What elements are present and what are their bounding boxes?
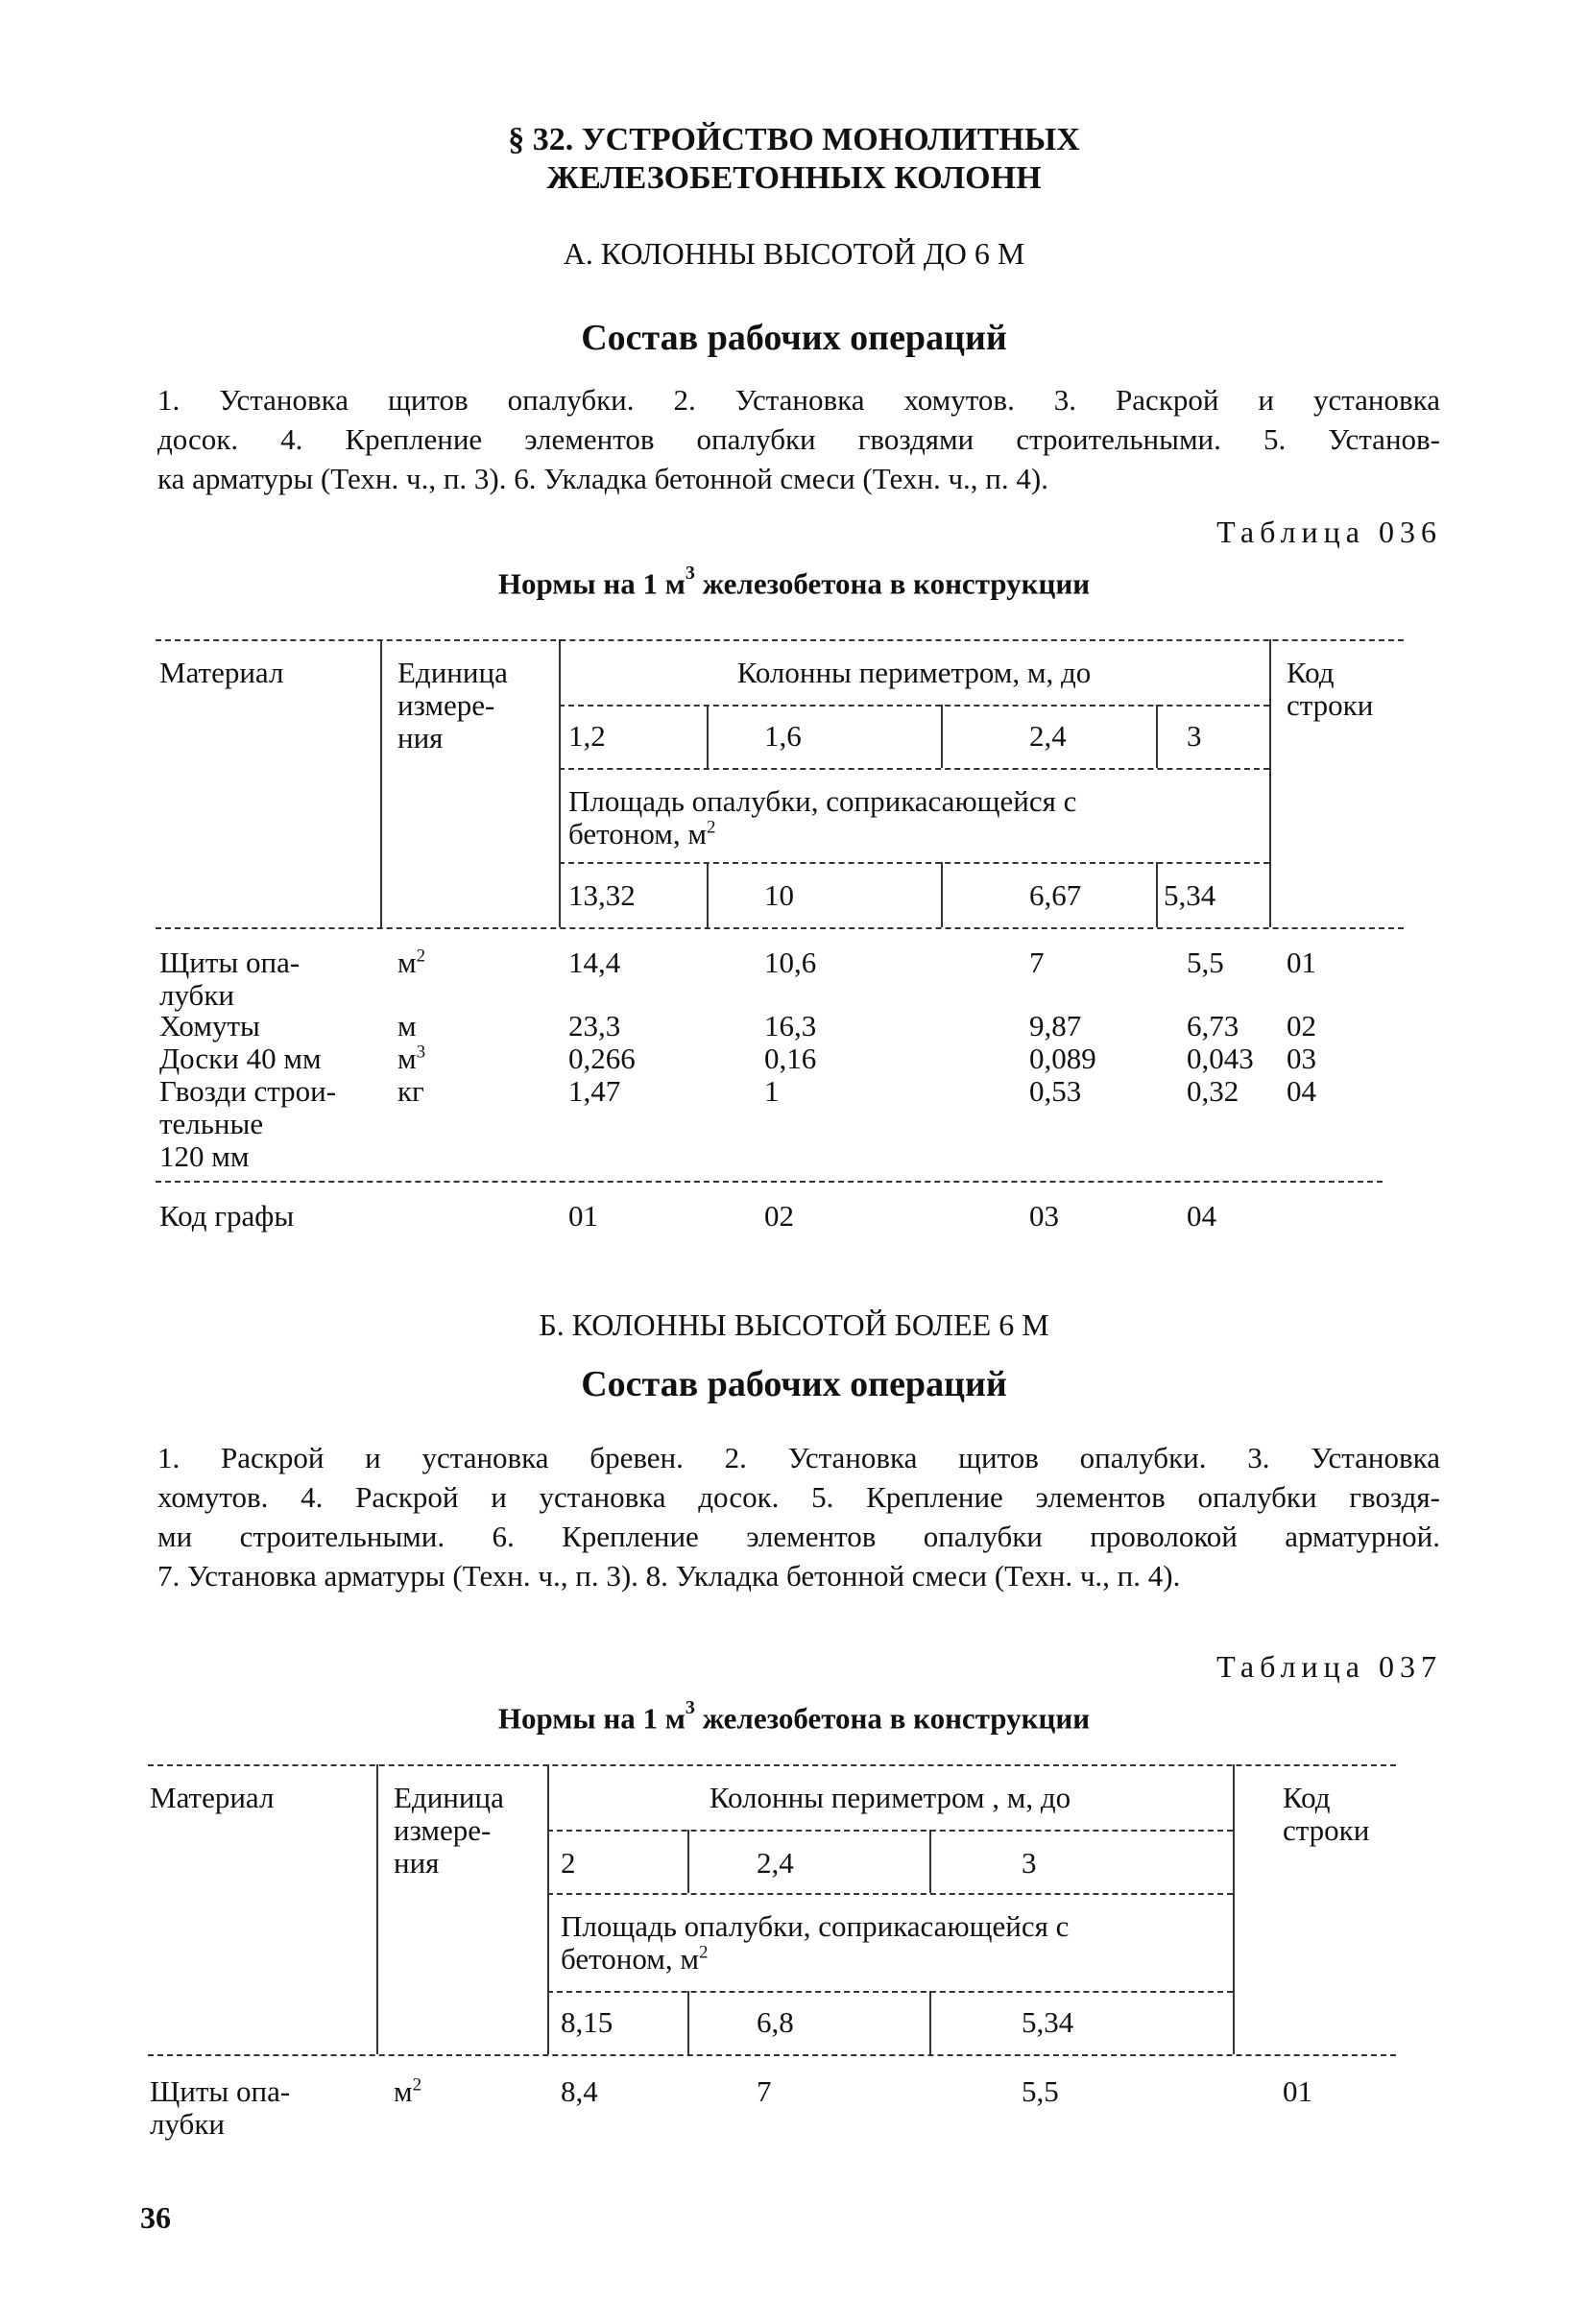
table-cell: 5,5 (1187, 946, 1224, 979)
col-header-unit-line: измере- (397, 688, 495, 722)
table-cell-code: 01 (1287, 946, 1316, 979)
table-cell: 14,4 (568, 946, 621, 979)
table-row-material: Доски 40 мм (159, 1042, 322, 1075)
unit-sup: 2 (416, 946, 426, 967)
table-vline (1156, 705, 1158, 768)
table-row-material: Хомуты (159, 1009, 260, 1042)
table-vline (687, 1991, 689, 2054)
col-header-code-line: строки (1283, 1813, 1370, 1847)
col-header-code-line: Код (1287, 656, 1335, 689)
unit-text: м (397, 946, 417, 979)
section-title (0, 121, 1588, 198)
area-label-line: Площадь опалубки, соприкасающейся с (568, 784, 1077, 818)
area-value: 5,34 (1022, 2005, 1074, 2039)
norms-text-end: железобетона в конструкции (694, 566, 1091, 601)
table-rule (156, 927, 1404, 929)
table-rule (559, 705, 1269, 707)
col-header-material: Материал (150, 1781, 275, 1814)
table-cell: 16,3 (764, 1009, 817, 1042)
unit-text: кг (397, 1074, 424, 1108)
material-line: Щиты опа- (150, 2074, 291, 2108)
area-label-line (561, 1943, 1069, 1976)
table-vline (687, 1830, 689, 1893)
part-b-ops-line: 7. Установка арматуры (Техн. ч., п. 3). 8. Укладка бетонной смеси (Техн. ч., п. 4). (157, 1559, 1181, 1593)
area-value: 13,32 (568, 878, 636, 912)
table-cell: 1 (764, 1074, 780, 1108)
table-rule (156, 1181, 1383, 1183)
section-title-line-1: § 32. УСТРОЙСТВО МОНОЛИТНЫХ (508, 122, 1080, 157)
table-037-label: Таблица 037 (1216, 1649, 1442, 1684)
norms-text-end: железобетона в конструкции (694, 1701, 1091, 1736)
part-b-ops-line: 1. Раскрой и установка бревен. 2. Установка щитов опалубки. 3. Установка (157, 1441, 1440, 1474)
table-cell: 0,16 (764, 1042, 817, 1075)
area-label-line: Площадь опалубки, соприкасающейся с (561, 1909, 1070, 1943)
table-cell: 6,73 (1187, 1009, 1239, 1042)
table-rule (559, 862, 1269, 864)
col-header-material: Материал (159, 656, 284, 689)
col-header-unit-line: ния (394, 1846, 440, 1880)
col-header-perimeter-group: Колонны периметром, м, до (736, 656, 1092, 689)
footer-code: 01 (568, 1199, 598, 1233)
part-b-heading: Б. КОЛОННЫ ВЫСОТОЙ БОЛЕЕ 6 М (539, 1307, 1049, 1342)
material-line: лубки (159, 978, 234, 1012)
material-line: 120 мм (159, 1139, 250, 1173)
col-header-code (1283, 1782, 1369, 1847)
table-row-material (159, 1075, 336, 1173)
table-vline (707, 862, 709, 927)
page-number: 36 (140, 2200, 171, 2235)
col-header-code (1287, 657, 1373, 722)
footer-code: 04 (1187, 1199, 1216, 1233)
table-cell: 7 (1029, 946, 1045, 979)
table-cell-code: 01 (1283, 2074, 1312, 2108)
table-rule (547, 1893, 1233, 1895)
footer-label: Код графы (159, 1199, 295, 1233)
material-line: лубки (150, 2107, 225, 2141)
table-rule (148, 1764, 1396, 1766)
table-vline (1233, 1764, 1235, 2054)
norms-text: Нормы на 1 м (497, 566, 686, 601)
area-label-sup: 2 (707, 817, 716, 838)
area-value: 8,15 (561, 2005, 614, 2039)
part-b-ops-line: ми строительными. 6. Крепление элементов опалубки проволокой арматурной. (157, 1520, 1440, 1553)
part-a-ops-line: 1. Установка щитов опалубки. 2. Установка хомутов. 3. Раскрой и установка (157, 383, 1440, 417)
col-header-unit-line: Единица (394, 1781, 504, 1814)
table-cell: 5,5 (1022, 2074, 1059, 2108)
table-rule (547, 1830, 1233, 1832)
unit-sup: 3 (416, 1042, 426, 1063)
part-b-operations-title: Состав рабочих операций (581, 1364, 1007, 1404)
area-value: 5,34 (1164, 878, 1216, 912)
table-cell: 0,266 (568, 1042, 636, 1075)
material-line: Гвозди строи- (159, 1074, 337, 1108)
table-row-unit (397, 1075, 424, 1108)
table-row-material (159, 946, 300, 1012)
area-value: 6,8 (757, 2005, 794, 2039)
table-vline (929, 1991, 931, 2054)
area-label-sup: 2 (699, 1942, 709, 1963)
section-title-line-2: ЖЕЛЕЗОБЕТОННЫХ КОЛОНН (546, 160, 1042, 196)
footer-code: 02 (764, 1199, 794, 1233)
perimeter-value: 3 (1187, 719, 1202, 753)
table-cell: 8,4 (561, 2074, 598, 2108)
table-cell: 0,53 (1029, 1074, 1082, 1108)
table-row-unit (394, 2075, 421, 2108)
table-cell: 23,3 (568, 1009, 621, 1042)
table-037-caption (0, 1697, 1588, 1736)
footer-code: 03 (1029, 1199, 1059, 1233)
col-header-unit (394, 1782, 504, 1880)
unit-text: м (397, 1042, 417, 1075)
table-cell: 0,043 (1187, 1042, 1254, 1075)
table-row-unit (397, 1042, 425, 1075)
perimeter-value: 1,2 (568, 719, 606, 753)
table-vline (376, 1764, 378, 2054)
area-value: 10 (764, 878, 794, 912)
area-label-line (568, 818, 1076, 851)
table-vline (1156, 862, 1158, 927)
table-rule (156, 639, 1404, 641)
table-vline (929, 1830, 931, 1893)
table-row-unit (397, 946, 425, 979)
table-cell-code: 03 (1287, 1042, 1316, 1075)
table-row-material (150, 2075, 290, 2141)
unit-text: м (397, 1009, 417, 1042)
perimeter-value: 2,4 (1029, 719, 1067, 753)
norms-sup: 3 (685, 1697, 695, 1718)
perimeter-value: 2,4 (757, 1846, 794, 1880)
unit-text: м (394, 2074, 413, 2108)
table-cell: 10,6 (764, 946, 817, 979)
col-header-unit-line: измере- (394, 1813, 492, 1847)
norms-sup: 3 (685, 563, 695, 584)
area-label (561, 1910, 1069, 1976)
table-rule (559, 768, 1269, 770)
norms-text: Нормы на 1 м (497, 1701, 686, 1736)
col-header-perimeter-group: Колонны периметром , м, до (709, 1781, 1071, 1814)
part-b-ops-line: хомутов. 4. Раскрой и установка досок. 5. Крепление элементов опалубки гвоздя- (157, 1480, 1440, 1514)
table-vline (707, 705, 709, 768)
table-vline (1269, 639, 1271, 927)
table-cell: 0,32 (1187, 1074, 1239, 1108)
part-a-ops-line: ка арматуры (Техн. ч., п. 3). 6. Укладка бетонной смеси (Техн. ч., п. 4). (157, 462, 1048, 495)
part-a-heading: А. КОЛОННЫ ВЫСОТОЙ ДО 6 М (563, 236, 1025, 271)
perimeter-value: 2 (561, 1846, 576, 1880)
table-row-unit (397, 1010, 417, 1042)
col-header-code-line: строки (1287, 688, 1374, 722)
area-label (568, 785, 1076, 851)
unit-sup: 2 (412, 2074, 422, 2096)
table-036-label: Таблица 036 (1216, 515, 1442, 549)
perimeter-value: 1,6 (764, 719, 802, 753)
table-rule (148, 2054, 1396, 2056)
table-036-caption (0, 563, 1588, 601)
part-a-ops-line: досок. 4. Крепление элементов опалубки гвоздями строительными. 5. Установ- (157, 422, 1440, 456)
area-value: 6,67 (1029, 878, 1082, 912)
table-cell: 7 (757, 2074, 772, 2108)
part-a-operations-title: Состав рабочих операций (581, 318, 1007, 358)
table-cell: 9,87 (1029, 1009, 1082, 1042)
table-vline (941, 862, 943, 927)
col-header-unit-line: Единица (397, 656, 508, 689)
material-line: Щиты опа- (159, 946, 301, 979)
table-rule (547, 1991, 1233, 1993)
col-header-code-line: Код (1283, 1781, 1331, 1814)
perimeter-value: 3 (1022, 1846, 1037, 1880)
col-header-unit-line: ния (397, 721, 444, 755)
part-b-operations-text (157, 1438, 1440, 1595)
part-a-operations-text (157, 380, 1440, 498)
table-cell-code: 02 (1287, 1009, 1316, 1042)
area-label-text: бетоном, м (561, 1942, 699, 1976)
table-cell: 1,47 (568, 1074, 621, 1108)
area-label-text: бетоном, м (568, 817, 707, 851)
table-vline (380, 639, 382, 927)
table-vline (941, 705, 943, 768)
table-cell-code: 04 (1287, 1074, 1316, 1108)
material-line: тельные (159, 1107, 264, 1140)
table-cell: 0,089 (1029, 1042, 1096, 1075)
col-header-unit (397, 657, 508, 755)
